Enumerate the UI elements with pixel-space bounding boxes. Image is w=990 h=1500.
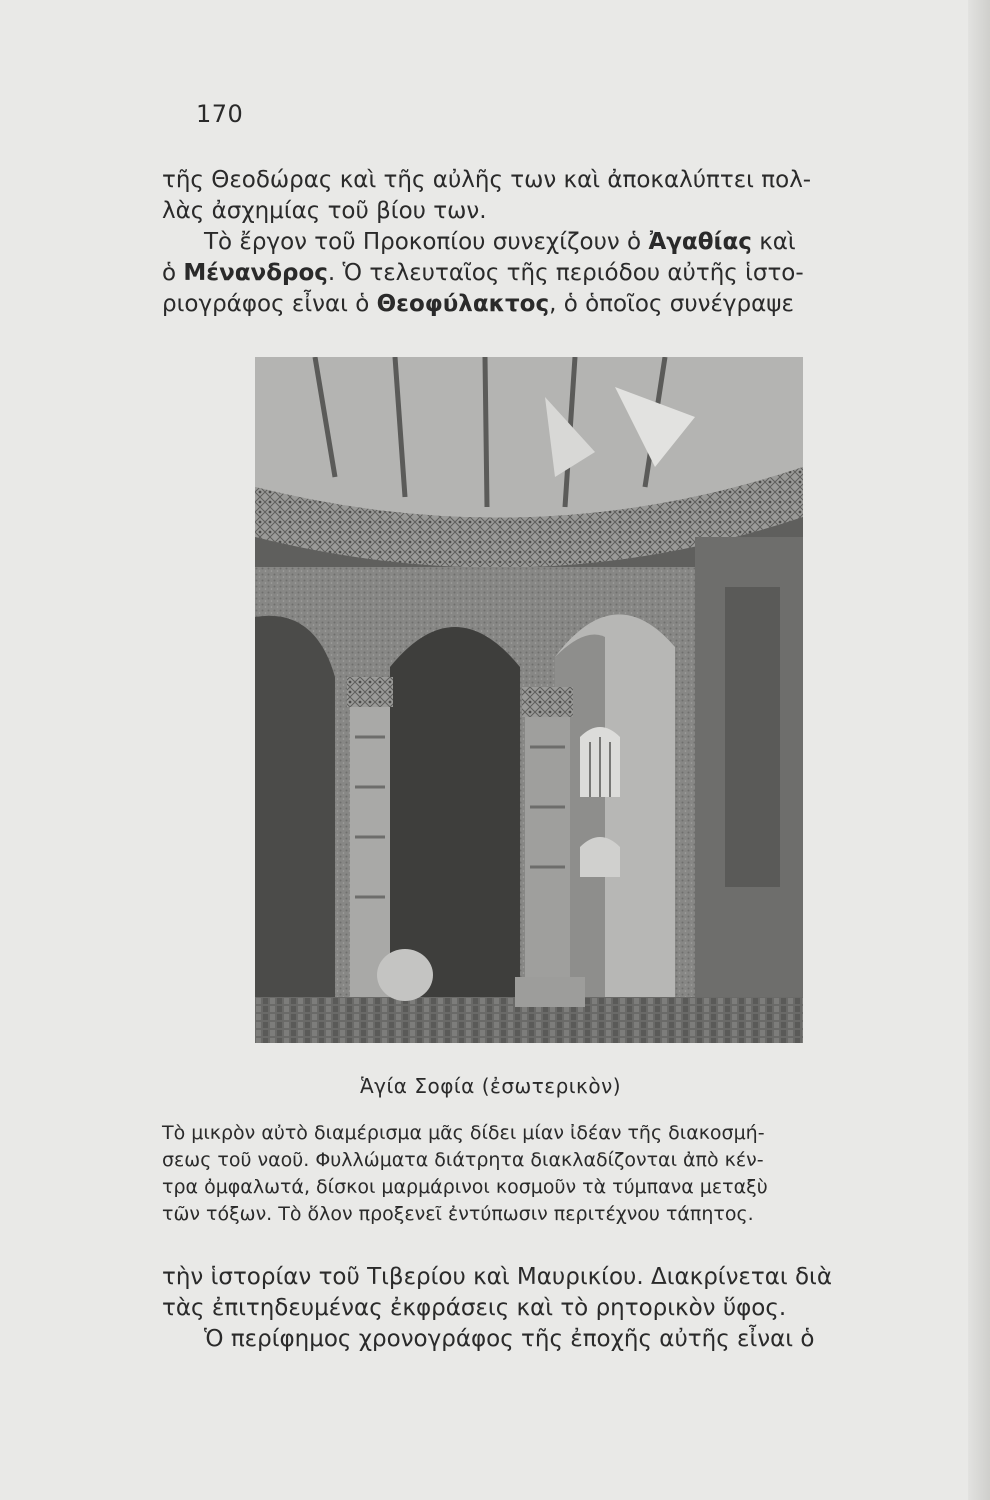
paragraph-top [162, 165, 882, 320]
text-line: Ὁ περίφημος χρονογράφος τῆς ἐποχῆς αὐτῆς εἶναι ὁ [204, 1326, 815, 1352]
hagia-sophia-photo [255, 357, 803, 1043]
paragraph-bottom [162, 1262, 882, 1355]
text-line [162, 258, 882, 289]
figure-caption [360, 1074, 621, 1098]
text-line: τῆς Θεοδώρας καὶ τῆς αὐλῆς των καὶ ἀποκαλύπτει πολ- [162, 167, 812, 193]
text-span: . Ὁ τελευταῖος τῆς περιόδου αὐτῆς ἱστο- [327, 260, 804, 286]
page-edge [968, 0, 990, 1500]
name-menandros: Μένανδρος [183, 260, 328, 286]
text-line: σεως τοῦ ναοῦ. Φυλλώματα διάτρητα διακλαδίζονται ἀπὸ κέν- [162, 1149, 764, 1171]
text-span: , ὁ ὁποῖος συνέγραψε [549, 291, 794, 317]
caption-name: Ἁγία Σοφία [360, 1074, 475, 1098]
text-line [162, 227, 882, 258]
figure-description [162, 1120, 882, 1228]
text-line [162, 289, 882, 320]
name-theofylaktos: Θεοφύλακτος [376, 291, 550, 317]
text-line: λὰς ἀσχημίας τοῦ βίου των. [162, 198, 487, 224]
text-span: ὁ [162, 260, 184, 286]
text-span: καὶ [751, 229, 796, 255]
caption-detail: (ἐσωτερικὸν) [481, 1074, 622, 1098]
text-line: τρα ὀμφαλωτά, δίσκοι μαρμάρινοι κοσμοῦν τὰ τύμπανα μεταξὺ [162, 1176, 768, 1198]
page-number: 170 [196, 100, 244, 128]
text-line: Τὸ μικρὸν αὐτὸ διαμέρισμα μᾶς δίδει μίαν ἰδέαν τῆς διακοσμή- [162, 1122, 765, 1144]
text-line: τῶν τόξων. Τὸ ὅλον προξενεῖ ἐντύπωσιν περιτέχνου τάπητος. [162, 1203, 754, 1225]
text-span: Τὸ ἔργον τοῦ Προκοπίου συνεχίζουν ὁ [204, 229, 649, 255]
text-line: τὰς ἐπιτηδευμένας ἐκφράσεις καὶ τὸ ρητορικὸν ὕφος. [162, 1295, 787, 1321]
text-span: ριογράφος εἶναι ὁ [162, 291, 377, 317]
name-agathias: Ἀγαθίας [648, 229, 752, 255]
text-line: τὴν ἱστορίαν τοῦ Τιβερίου καὶ Μαυρικίου. Διακρίνεται διὰ [162, 1264, 832, 1290]
